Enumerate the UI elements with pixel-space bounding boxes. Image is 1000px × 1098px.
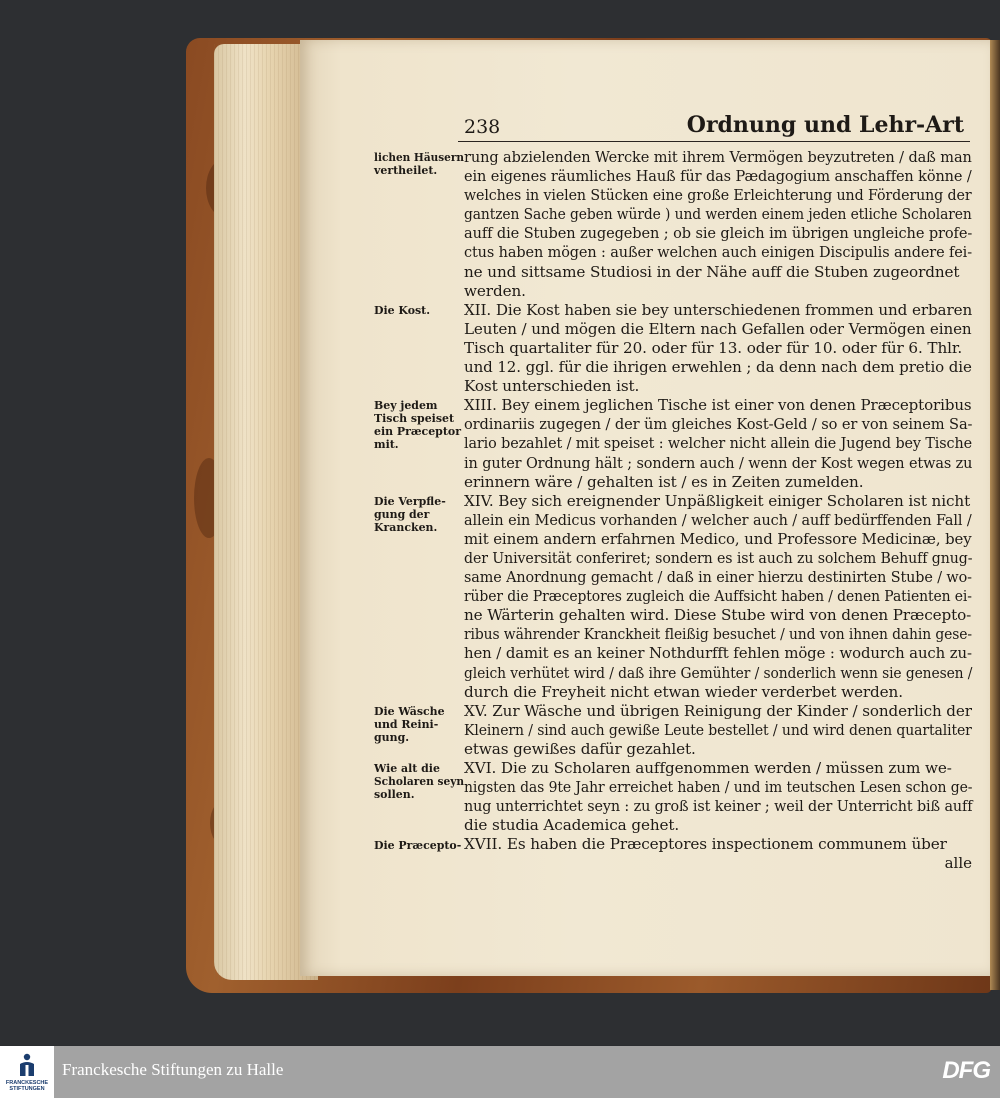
text-line: XVII. Es haben die Præceptores inspectionem communem über bbox=[464, 835, 947, 854]
text-line: gantzen Sache geben würde ) und werden einem jeden etliche Scholaren bbox=[464, 205, 972, 224]
text-line: werden. bbox=[464, 281, 526, 300]
margin-note-line: Scholaren seyn bbox=[374, 774, 465, 789]
dfg-logo[interactable]: DFG bbox=[942, 1057, 990, 1084]
margin-note bbox=[374, 304, 466, 317]
text-line: same Anordnung gemacht / daß in einer hierzu destinirten Stube / wo- bbox=[464, 568, 972, 587]
margin-note-line: Die Verpfle- bbox=[374, 493, 446, 508]
margin-note-line: gung. bbox=[374, 729, 410, 744]
margin-note-line: Tisch speiset bbox=[374, 411, 455, 426]
margin-note-line: gung der bbox=[374, 506, 430, 521]
margin-note-line: sollen. bbox=[374, 787, 415, 802]
text-line: erinnern wäre / gehalten ist / es in Zeiten zumelden. bbox=[464, 472, 864, 491]
text-line: rüber die Præceptores zugleich die Auffsicht haben / denen Patienten ei- bbox=[464, 587, 972, 606]
text-line: der Universität conferiret; sondern es ist auch zu solchem Behuff gnug- bbox=[464, 548, 973, 567]
footer-bar bbox=[0, 1046, 1000, 1098]
margin-note-line: Die Wäsche bbox=[374, 703, 445, 718]
margin-note-line: Wie alt die bbox=[374, 761, 440, 776]
text-line: lario bezahlet / mit speiset : welcher nicht allein die Jugend bey Tische bbox=[464, 434, 972, 453]
margin-note-line: vertheilet. bbox=[374, 163, 438, 177]
margin-note-line: und Reini- bbox=[374, 716, 439, 731]
text-line: etwas gewißes dafür gezahlet. bbox=[464, 739, 696, 758]
text-line: auff die Stuben zugegeben ; ob sie gleich im übrigen ungleiche profe- bbox=[464, 224, 973, 243]
text-line: ctus haben mögen : außer welchen auch einigen Discipulis andere fei- bbox=[464, 243, 972, 262]
printed-area bbox=[300, 40, 990, 976]
margin-note-line: Die Præcepto- bbox=[374, 837, 462, 852]
institution-name[interactable]: Franckesche Stiftungen zu Halle bbox=[62, 1060, 284, 1079]
logo-text: FRANCKESCHE STIFTUNGEN bbox=[5, 1080, 49, 1092]
text-line: rung abzielenden Wercke mit ihrem Vermögen beyzutreten / daß man bbox=[464, 148, 972, 166]
text-line: mit einem andern erfahrnen Medico, und Professore Medicinæ, bey bbox=[464, 529, 972, 548]
header-rule bbox=[458, 141, 970, 142]
text-line: allein ein Medicus vorhanden / welcher auch / auff bedürffenden Fall / bbox=[464, 510, 972, 529]
text-line: ordinariis zugegen / der üm gleiches Kost-Geld / so er von seinem Sa- bbox=[464, 415, 973, 434]
text-line: Tisch quartaliter für 20. oder für 13. oder für 10. oder für 6. Thlr. bbox=[464, 338, 963, 357]
book-page bbox=[300, 40, 990, 976]
margin-note bbox=[374, 705, 466, 744]
text-line: und 12. ggl. für die ihrigen erwehlen ; da denn nach dem pretio die bbox=[464, 358, 972, 377]
margin-note-line: Bey jedem bbox=[374, 398, 438, 413]
text-line: ein eigenes räumliches Hauß für das Pædagogium anschaffen könne / bbox=[464, 167, 972, 186]
page-number: 238 bbox=[464, 116, 501, 138]
text-line: XII. Die Kost haben sie bey unterschiedenen frommen und erbaren bbox=[464, 300, 973, 319]
text-line: Kleinern / sind auch gewiße Leute bestellet / und wird denen quartaliter bbox=[464, 720, 972, 739]
text-line: in guter Ordnung hält ; sondern auch / wenn der Kost wegen etwas zu bbox=[464, 453, 973, 472]
text-line: welches in vielen Stücken eine große Erleichterung und Förderung der bbox=[464, 186, 972, 205]
text-line: Kost unterschieden ist. bbox=[464, 377, 640, 396]
text-line: ribus währender Kranckheit fleißig besuchet / und von ihnen dahin gese- bbox=[464, 625, 972, 644]
franckesche-logo-icon bbox=[16, 1052, 38, 1078]
margin-note-line: Krancken. bbox=[374, 519, 438, 534]
margin-note-line: Die Kost. bbox=[374, 302, 431, 317]
text-line: XV. Zur Wäsche und übrigen Reinigung der Kinder / sonderlich der bbox=[464, 701, 972, 720]
text-line: XVI. Die zu Scholaren auffgenommen werden / müssen zum we- bbox=[464, 759, 952, 777]
text-line: die studia Academica gehet. bbox=[464, 816, 680, 835]
margin-note-line: ein Præceptor bbox=[374, 424, 461, 439]
text-line: gleich verhütet wird / daß ihre Gemühter / sonderlich wenn sie genesen / bbox=[464, 663, 973, 682]
text-line: ne und sittsame Studiosi in der Nähe auff die Stuben zugeordnet bbox=[464, 262, 960, 281]
text-line: XIV. Bey sich ereignender Unpäßligkeit einiger Scholaren ist nicht bbox=[464, 491, 971, 510]
margin-note-line: lichen Häusern bbox=[374, 150, 464, 164]
institution-logo[interactable] bbox=[0, 1046, 54, 1098]
next-page-edge bbox=[990, 40, 1000, 990]
running-head: Ordnung und Lehr-Art bbox=[686, 112, 964, 138]
body-text bbox=[464, 148, 972, 873]
margin-note bbox=[374, 151, 466, 177]
text-line: Leuten / und mögen die Eltern nach Gefallen oder Vermögen einen bbox=[464, 319, 972, 338]
margin-note bbox=[374, 495, 466, 534]
text-line: XIII. Bey einem jeglichen Tische ist einer von denen Præceptoribus bbox=[464, 396, 972, 415]
text-line: nigsten das 9te Jahr erreichet haben / und im teutschen Lesen schon ge- bbox=[464, 778, 973, 797]
text-line: nug unterrichtet seyn : zu groß ist keiner ; weil der Unterricht biß auff bbox=[464, 797, 973, 816]
margin-note bbox=[374, 839, 466, 852]
text-line: ne Wärterin gehalten wird. Diese Stube wird von denen Præcepto- bbox=[464, 606, 972, 625]
text-line: durch die Freyheit nicht etwan wieder verderbet werden. bbox=[464, 682, 903, 701]
catchword: alle bbox=[944, 854, 972, 873]
margin-note-line: mit. bbox=[374, 437, 399, 452]
text-line: hen / damit es an keiner Nothdurfft fehlen möge : wodurch auch zu- bbox=[464, 644, 972, 663]
margin-note bbox=[374, 399, 466, 451]
margin-note bbox=[374, 762, 466, 801]
page-header bbox=[458, 112, 970, 142]
